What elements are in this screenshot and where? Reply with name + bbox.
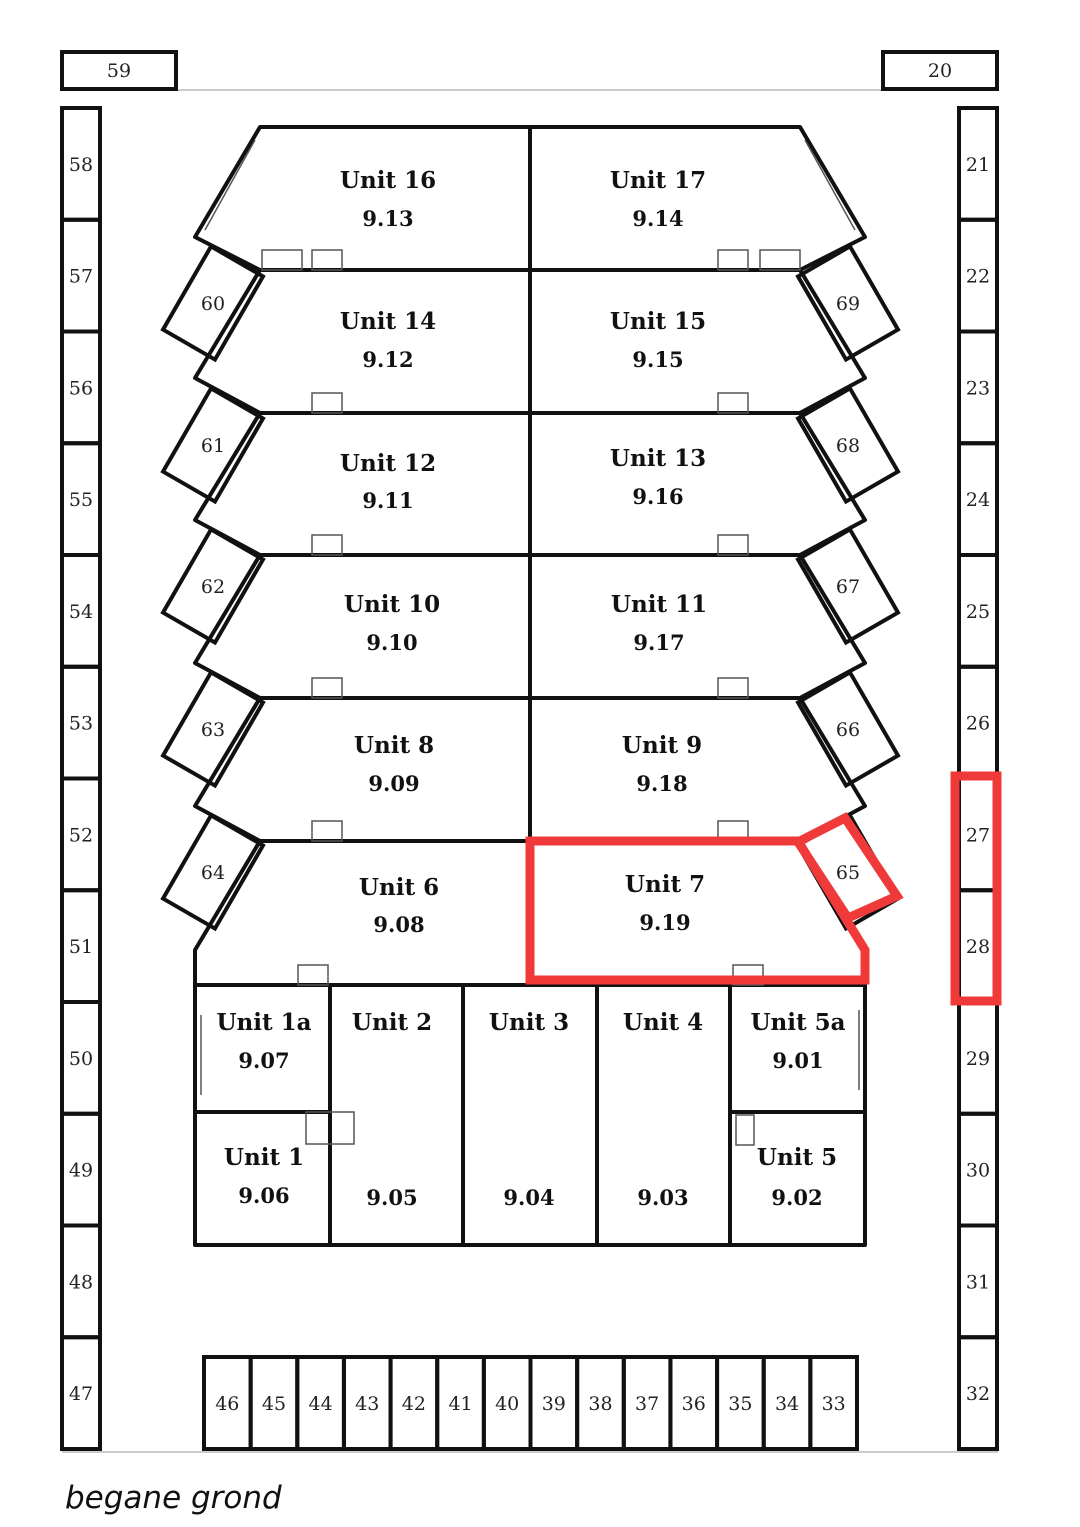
parking-spot-number: 60 [200, 293, 226, 315]
parking-spot-number: 33 [821, 1393, 846, 1415]
unit-code: 9.18 [636, 771, 688, 796]
parking-spot-48 [62, 1226, 100, 1338]
parking-spot-number: 20 [927, 60, 953, 82]
unit-label-u11 [611, 591, 707, 655]
parking-spot-57 [62, 220, 100, 332]
unit-name: Unit 17 [609, 167, 707, 194]
parking-spot-number: 28 [965, 936, 991, 959]
unit-name: Unit 6 [358, 874, 440, 901]
unit-code: 9.05 [366, 1185, 418, 1210]
parking-spot-number: 26 [965, 712, 991, 735]
parking-spot-45 [251, 1357, 298, 1449]
parking-spot-37 [624, 1357, 671, 1449]
parking-spot-29 [959, 1002, 997, 1114]
parking-spot-number: 44 [308, 1393, 333, 1415]
parking-spot-41 [437, 1357, 484, 1449]
parking-spot-46 [204, 1357, 251, 1449]
parking-spot-number: 61 [200, 435, 226, 457]
parking-spot-number: 48 [68, 1271, 94, 1294]
unit-label-u7 [625, 871, 705, 935]
parking-spot-number: 52 [68, 824, 94, 847]
parking-spot-53 [62, 667, 100, 779]
unit-code: 9.11 [362, 488, 414, 513]
parking-spot-55 [62, 443, 100, 555]
parking-spot-42 [391, 1357, 438, 1449]
unit-code: 9.13 [362, 206, 414, 231]
unit-code: 9.07 [238, 1048, 290, 1073]
unit-name: Unit 4 [622, 1009, 704, 1036]
parking-spot-38 [577, 1357, 624, 1449]
parking-spot-number: 38 [588, 1393, 613, 1415]
parking-spot-22 [959, 220, 997, 332]
parking-spot-44 [297, 1357, 344, 1449]
parking-spot-20 [883, 52, 997, 89]
parking-spot-27 [959, 779, 997, 891]
parking-spot-number: 69 [835, 293, 861, 315]
unit-label-u13 [610, 445, 706, 509]
parking-spot-52 [62, 779, 100, 891]
unit-name: Unit 10 [343, 591, 441, 618]
parking-spot-number: 45 [261, 1393, 287, 1415]
parking-spot-number: 63 [200, 719, 226, 741]
parking-spot-number: 25 [965, 600, 991, 623]
parking-spot-number: 42 [401, 1393, 426, 1415]
parking-spot-number: 66 [835, 719, 861, 741]
parking-spot-number: 24 [965, 489, 991, 512]
parking-spot-34 [764, 1357, 811, 1449]
unit-code: 9.17 [633, 630, 685, 655]
unit-code: 9.14 [632, 206, 684, 231]
unit-code: 9.04 [503, 1185, 555, 1210]
bottom-parking-row [204, 1357, 857, 1449]
parking-spot-43 [344, 1357, 391, 1449]
parking-spot-58 [62, 108, 100, 220]
parking-spot-number: 51 [68, 936, 94, 959]
left-parking-column [62, 108, 100, 1449]
unit-label-u10 [344, 591, 440, 655]
unit-name: Unit 3 [488, 1009, 570, 1036]
parking-spot-number: 65 [835, 862, 861, 884]
unit-label-u14 [340, 308, 436, 372]
parking-spot-40 [484, 1357, 531, 1449]
unit-label-u16 [340, 167, 436, 231]
unit-name: Unit 13 [609, 445, 707, 472]
parking-spot-number: 43 [355, 1393, 380, 1415]
parking-spot-35 [717, 1357, 764, 1449]
parking-spot-25 [959, 555, 997, 667]
parking-spot-56 [62, 332, 100, 444]
parking-spot-49 [62, 1114, 100, 1226]
parking-spot-number: 27 [965, 824, 991, 847]
unit-name: Unit 5 [756, 1144, 838, 1171]
parking-spot-number: 34 [774, 1393, 800, 1415]
unit-code: 9.01 [772, 1048, 824, 1073]
unit-name: Unit 9 [621, 732, 703, 759]
unit-label-u5a [750, 1009, 845, 1073]
unit-label-u6 [359, 874, 439, 937]
unit-label-u8 [354, 732, 434, 796]
unit-name: Unit 14 [339, 308, 437, 335]
unit-label-u4 [623, 1009, 703, 1210]
parking-spot-23 [959, 332, 997, 444]
unit-label-u3 [489, 1009, 569, 1210]
parking-spot-33 [810, 1357, 857, 1449]
unit-code: 9.15 [632, 347, 684, 372]
parking-spot-47 [62, 1337, 100, 1449]
unit-label-u9 [622, 732, 702, 796]
unit-code: 9.19 [639, 910, 691, 935]
parking-spot-number: 68 [835, 435, 861, 457]
unit-code: 9.09 [368, 771, 420, 796]
parking-spot-28 [959, 890, 997, 1002]
building-outline [195, 127, 865, 1245]
unit-name: Unit 12 [339, 450, 437, 477]
unit-name: Unit 8 [353, 732, 435, 759]
unit-name: Unit 11 [610, 591, 708, 618]
parking-spot-number: 30 [965, 1159, 991, 1182]
parking-spot-26 [959, 667, 997, 779]
parking-spot-number: 67 [835, 576, 861, 598]
unit-label-u17 [610, 167, 706, 231]
parking-spot-number: 62 [200, 576, 226, 598]
parking-spot-number: 64 [200, 862, 226, 884]
parking-spot-number: 53 [68, 712, 94, 735]
unit-label-u1a [216, 1009, 311, 1073]
parking-spot-59 [62, 52, 176, 89]
parking-spot-number: 58 [68, 153, 94, 176]
parking-spot-number: 36 [681, 1393, 706, 1415]
parking-spot-number: 23 [965, 377, 991, 400]
unit-label-u15 [610, 308, 706, 372]
parking-spot-number: 50 [68, 1047, 94, 1070]
parking-spot-number: 35 [728, 1393, 753, 1415]
parking-spot-39 [531, 1357, 578, 1449]
parking-spot-number: 47 [68, 1383, 94, 1406]
unit-code: 9.06 [238, 1183, 290, 1208]
parking-spot-50 [62, 1002, 100, 1114]
parking-spot-number: 32 [965, 1383, 991, 1406]
unit-name: Unit 7 [624, 871, 706, 898]
unit-code: 9.02 [771, 1185, 823, 1210]
unit-name: Unit 2 [351, 1009, 433, 1036]
unit-label-u1 [224, 1144, 304, 1208]
unit-code: 9.03 [637, 1185, 689, 1210]
unit-code: 9.10 [366, 630, 418, 655]
unit-label-u2 [352, 1009, 432, 1210]
unit-name: Unit 5a [750, 1009, 846, 1036]
unit-name: Unit 16 [339, 167, 437, 194]
parking-spot-number: 46 [215, 1393, 240, 1415]
parking-spot-number: 56 [68, 377, 94, 400]
unit-label-u12 [340, 450, 436, 513]
parking-spot-number: 54 [68, 600, 94, 623]
parking-spot-30 [959, 1114, 997, 1226]
unit-code: 9.08 [373, 912, 425, 937]
parking-spot-number: 59 [106, 60, 132, 82]
parking-spot-number: 39 [541, 1393, 566, 1415]
parking-spot-21 [959, 108, 997, 220]
parking-spot-32 [959, 1337, 997, 1449]
parking-spot-number: 40 [495, 1393, 520, 1415]
parking-spot-24 [959, 443, 997, 555]
parking-spot-number: 29 [965, 1047, 991, 1070]
parking-spot-number: 41 [448, 1393, 473, 1415]
unit-name: Unit 1 [223, 1144, 305, 1171]
parking-spot-number: 22 [965, 265, 991, 288]
parking-spot-54 [62, 555, 100, 667]
parking-spot-number: 57 [68, 265, 94, 288]
parking-spot-number: 21 [965, 153, 991, 176]
unit-name: Unit 1a [216, 1009, 312, 1036]
parking-spot-number: 31 [965, 1271, 991, 1294]
parking-spot-number: 49 [68, 1159, 94, 1182]
parking-spot-31 [959, 1226, 997, 1338]
unit-name: Unit 15 [609, 308, 707, 335]
unit-code: 9.16 [632, 484, 684, 509]
floor-caption: begane grond [65, 1480, 282, 1516]
unit-label-u5 [757, 1144, 837, 1210]
unit-code: 9.12 [362, 347, 414, 372]
parking-spot-36 [670, 1357, 717, 1449]
parking-spot-number: 37 [635, 1393, 660, 1415]
parking-spot-number: 55 [68, 489, 94, 512]
parking-spot-51 [62, 890, 100, 1002]
